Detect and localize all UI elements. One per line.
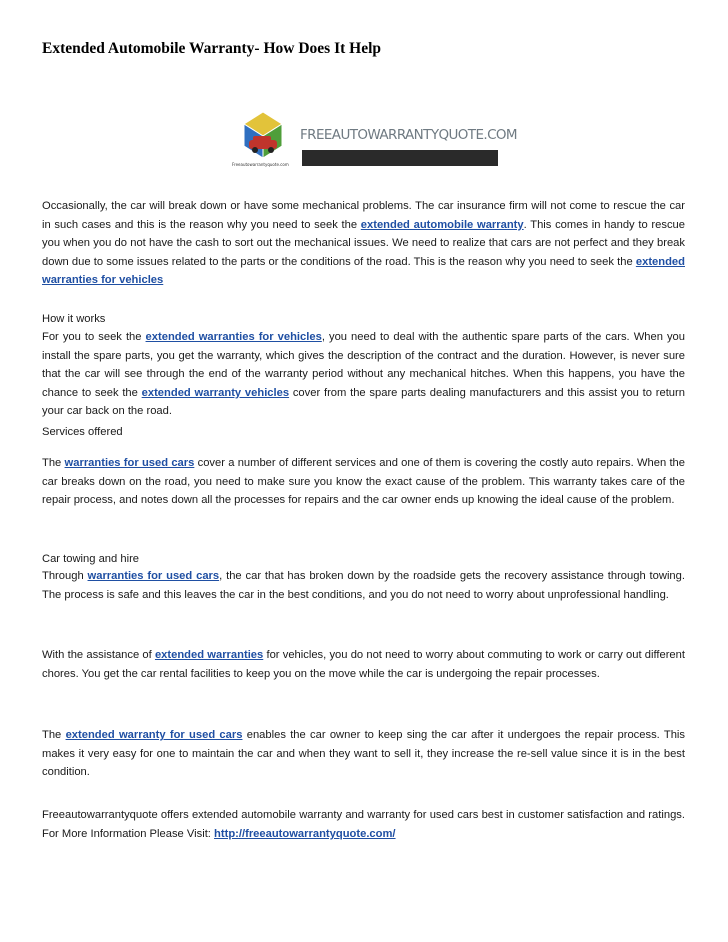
- heading-how-it-works: How it works: [42, 313, 106, 325]
- text-segment: For you to seek the: [42, 331, 146, 343]
- paragraph-services-offered: [42, 454, 685, 510]
- logo-subtext: Freeautowarrantyquote.com: [232, 162, 289, 167]
- heading-services-offered: Services offered: [42, 426, 123, 438]
- link-extended-warranties[interactable]: extended warranties: [154, 649, 264, 661]
- document-title: Extended Automobile Warranty- How Does It Help: [42, 40, 381, 57]
- logo-dark-bar: [302, 150, 498, 166]
- paragraph-how-it-works: [42, 328, 685, 421]
- text-segment: Occasionally, the car will break down or have some mechanical problems. The car insurance firm will not come to rescue the car in such cases and this is the reason why you need to seek the: [42, 200, 685, 231]
- link-extended-automobile-warranty[interactable]: extended automobile warranty: [360, 218, 524, 231]
- link-website-url[interactable]: http://freeautowarrantyquote.com/: [214, 827, 396, 840]
- text-segment: Through: [42, 570, 88, 582]
- heading-car-towing-and-hire: Car towing and hire: [42, 553, 140, 565]
- link-extended-warranties-for-vehicles[interactable]: extended warranties for vehicles: [42, 255, 685, 287]
- text-segment: Freeautowarrantyquote offers extended automobile warranty and warranty for used cars best in customer satisfaction and ratings. For More Information Please Visit:: [42, 809, 685, 840]
- paragraph-car-towing: [42, 567, 685, 604]
- logo-brand-text: FREEAUTOWARRANTYQUOTE.COM: [300, 127, 517, 143]
- paragraph-intro: [42, 197, 685, 290]
- paragraph-closing: [42, 806, 685, 843]
- link-extended-warranty-for-used-cars[interactable]: extended warranty for used cars: [65, 729, 243, 741]
- text-segment: The: [42, 457, 65, 469]
- text-segment: cover from the spare parts dealing manufacturers and this assist you to return your car back on the road.: [42, 386, 685, 418]
- text-segment: , the car that has broken down by the roadside gets the recovery assistance through towing. The process is safe and this leaves the car in the best conditions, and you do not need to worry about unprofessional handling.: [42, 570, 685, 601]
- logo-cube-icon: [232, 110, 294, 168]
- link-extended-warranties-for-vehicles[interactable]: extended warranties for vehicles: [145, 331, 322, 343]
- text-segment: . This comes in handy to rescue you when you do not have the cash to sort out the mechanical issues. We need to realize that cars are not perfect and they break down due to some issues related to the parts or the conditions of the road. This is the reason why you need to seek the: [42, 218, 685, 268]
- link-warranties-for-used-cars[interactable]: warranties for used cars: [87, 570, 220, 582]
- text-segment: enables the car owner to keep sing the car after it undergoes the repair process. This makes it very easy for one to maintain the car and when they want to sell it, they increase the re-sell value since it is in the best condition.: [42, 729, 685, 779]
- text-segment: The: [42, 729, 66, 741]
- paragraph-car-rental: [42, 646, 685, 683]
- link-warranties-for-used-cars[interactable]: warranties for used cars: [64, 457, 195, 469]
- text-segment: cover a number of different services and one of them is covering the costly auto repairs. When the car breaks down on the road, you need to make sure you know the exact cause of the problem. This warranty takes care of the repair process, and notes down all the processes for repairs and the car owner ends up knowing the ideal cause of the problem.: [42, 457, 685, 507]
- site-logo: [232, 110, 517, 168]
- paragraph-used-cars-warranty: [42, 726, 685, 782]
- link-extended-warranty-vehicles[interactable]: extended warranty vehicles: [141, 386, 290, 399]
- text-segment: for vehicles, you do not need to worry about commuting to work or carry out different chores. You get the car rental facilities to keep you on the move while the car is undergoing the repair processes.: [42, 649, 685, 680]
- text-segment: , you need to deal with the authentic spare parts of the cars. When you install the spare parts, you get the warranty, which gives the description of the contract and the duration. However, is never sure that the car will see through the end of the warranty period without any mechanical hitches. When this happens, you have the chance to seek the: [42, 331, 686, 399]
- text-segment: With the assistance of: [42, 649, 155, 661]
